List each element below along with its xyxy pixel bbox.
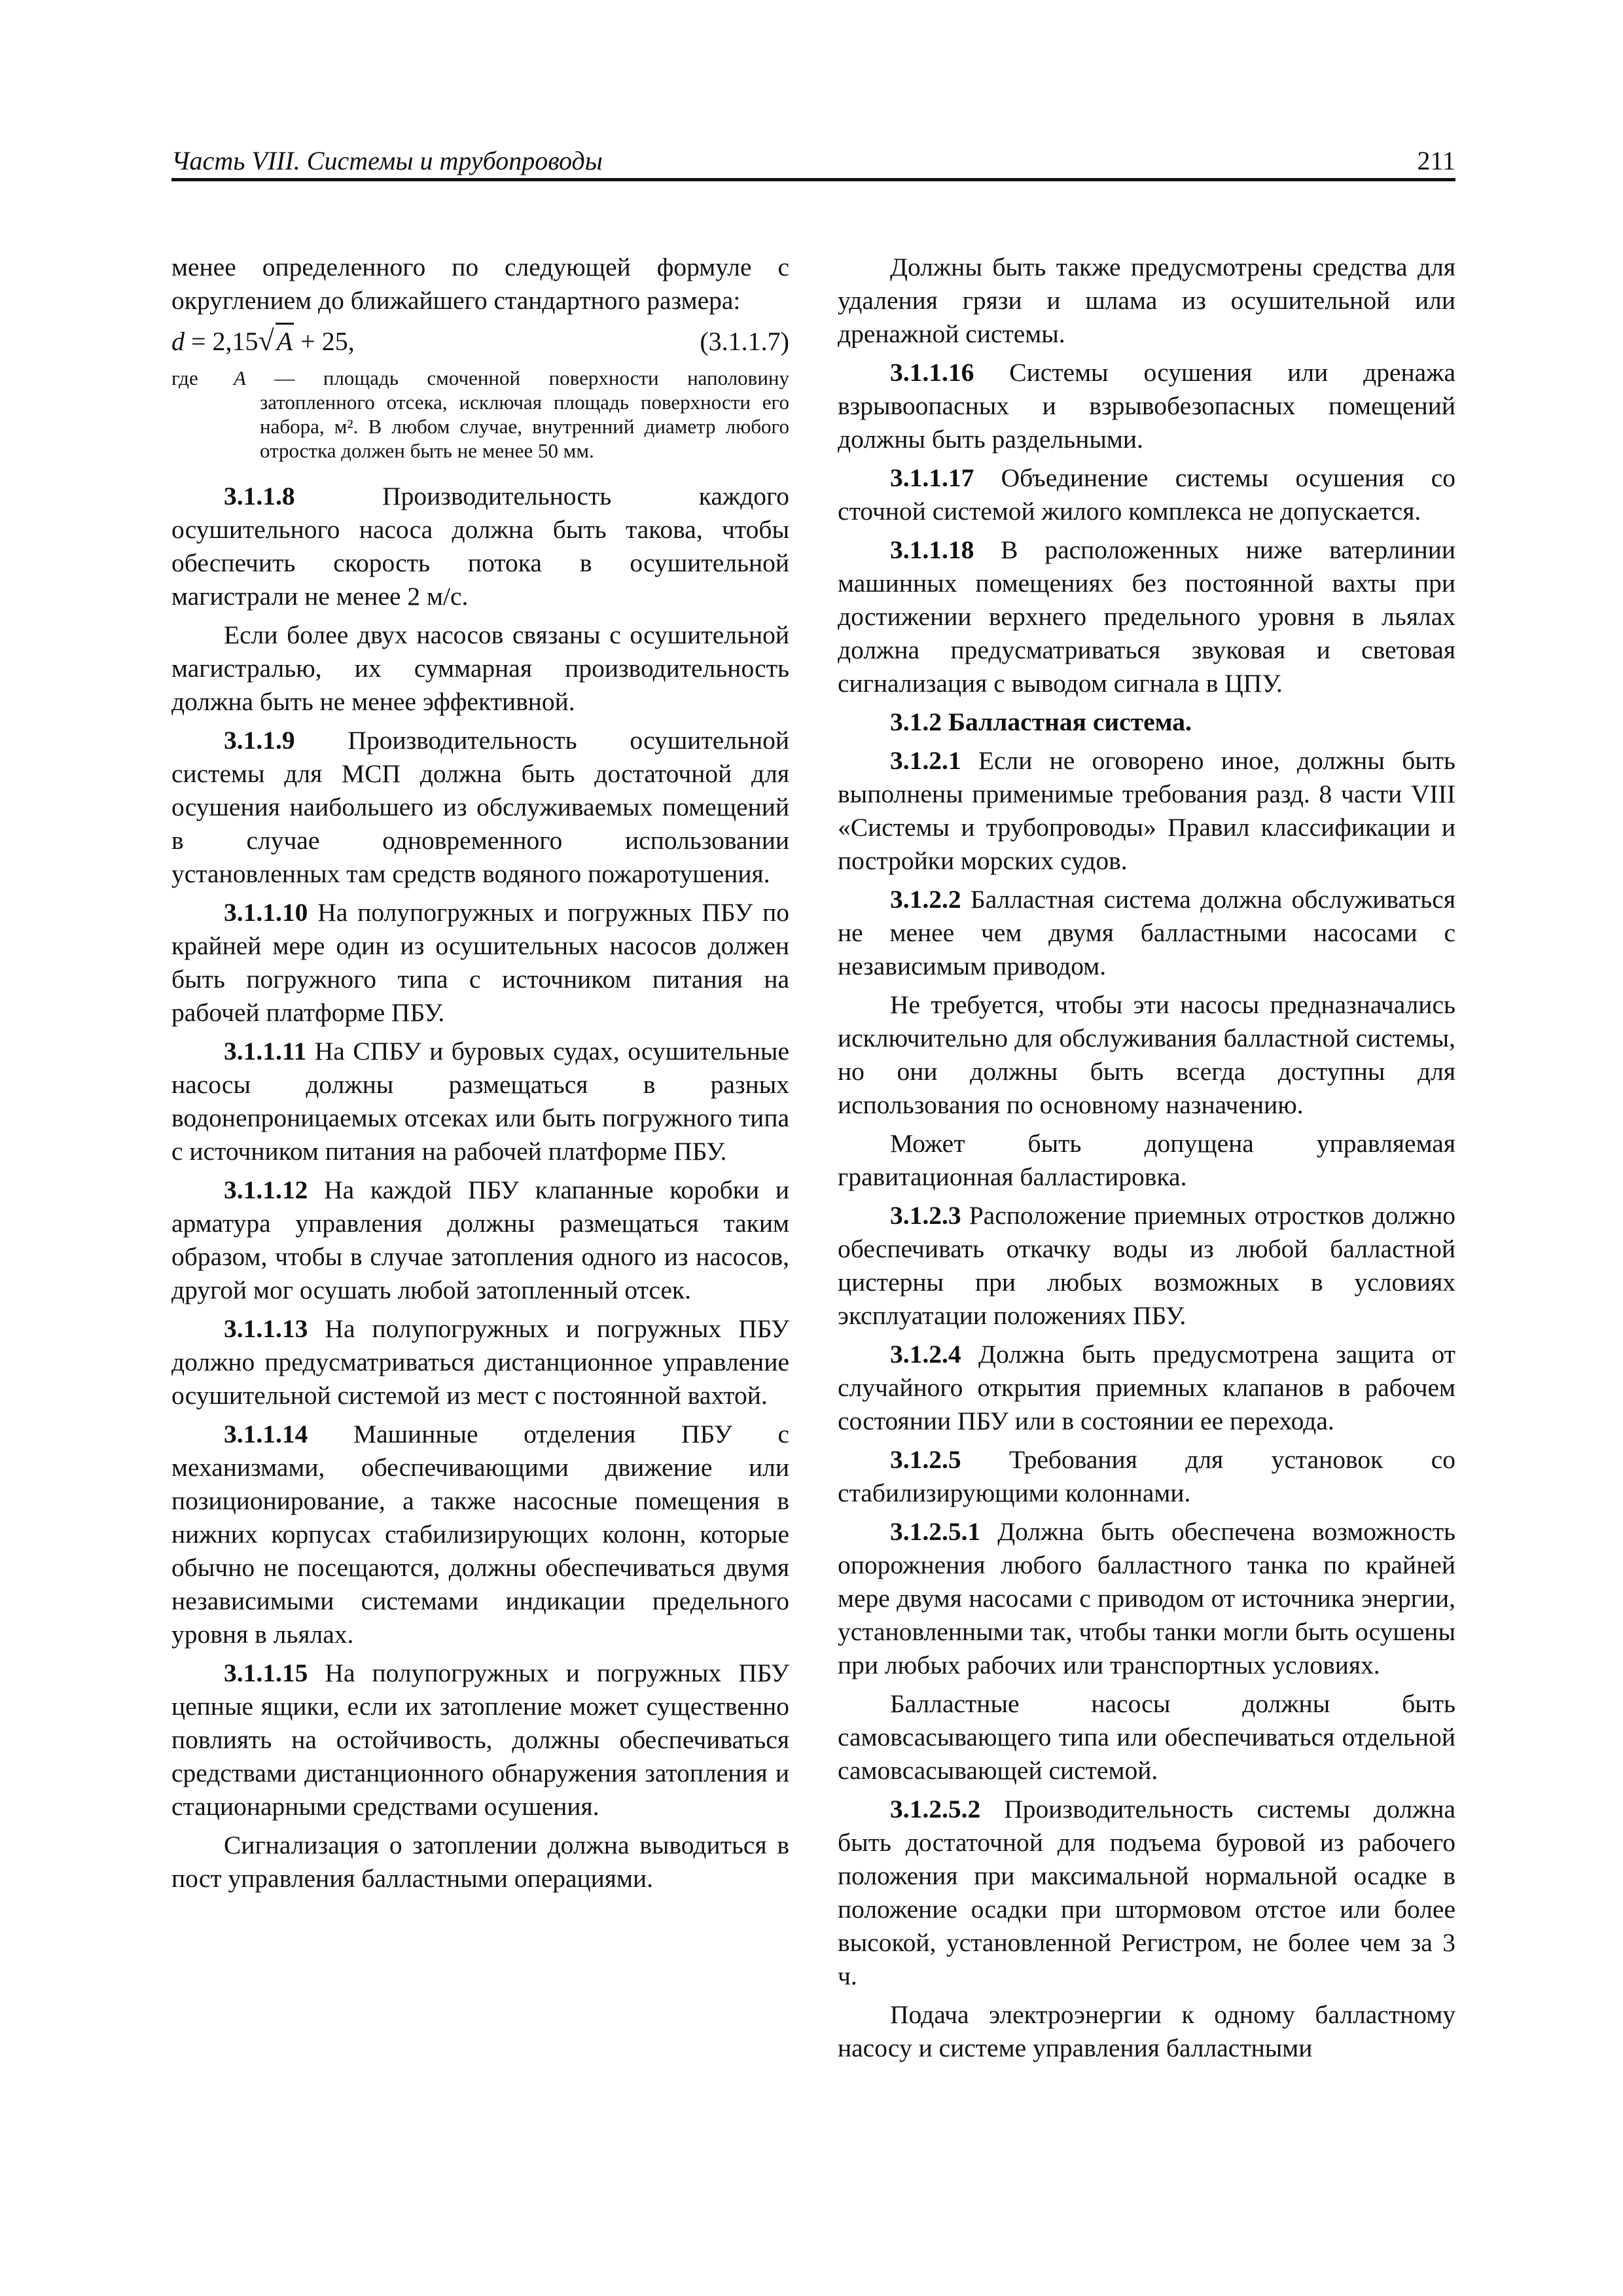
clause-3-1-1-17: 3.1.1.17 Объединение системы осушения со сточной системой жилого комплекса не допускается.: [838, 463, 1455, 526]
clause-3-1-1-16: 3.1.1.16 Системы осушения или дренажа взрывоопасных и взрывобезопасных помещений должны быть раздельными.: [838, 358, 1455, 454]
clause-3-1-2-5-2: 3.1.2.5.2 Производительность системы должна быть достаточной для подъема буровой из рабочего положения при максимальной нормальной осадке в положение осадки при штормовом отстое или более высокой, установленной Регистром, не более чем за 3 ч.: [838, 1795, 1455, 1990]
paragraph: Балластные насосы должны быть самовсасывающего типа или обеспечиваться отдельной самовсасывающей системой.: [838, 1689, 1455, 1785]
clause-3-1-1-12: 3.1.1.12 На каждой ПБУ клапанные коробки и арматура управления должны размещаться таким образом, чтобы в случае затопления одного из насосов, другой мог осушать любой затопленный отсек.: [171, 1175, 789, 1304]
paragraph: Подача электроэнергии к одному балластному насосу и системе управления балластными: [838, 2000, 1455, 2062]
clause-3-1-1-10: 3.1.1.10 На полупогружных и погружных ПБУ по крайней мере один из осушительных насосов должен быть погружного типа с источником питания на рабочей платформе ПБУ.: [171, 898, 789, 1027]
clause-3-1-1-15: 3.1.1.15 На полупогружных и погружных ПБУ цепные ящики, если их затопление может существенно повлиять на остойчивость, должны обеспечиваться средствами дистанционного обнаружения затопления и стационарными средствами осушения.: [171, 1659, 789, 1821]
section-heading-3-1-2: 3.1.2 Балластная система.: [890, 708, 1192, 736]
paragraph: Если более двух насосов связаны с осушительной магистралью, их суммарная производительность должна быть не менее эффективной.: [171, 620, 789, 716]
clause-3-1-2-5: 3.1.2.5 Требования для установок со стабилизирующими колоннами.: [838, 1445, 1455, 1507]
paragraph: Сигнализация о затоплении должна выводиться в пост управления балластными операциями.: [171, 1831, 789, 1893]
note-dash: —: [245, 367, 323, 389]
paragraph: Не требуется, чтобы эти насосы предназначались исключительно для обслуживания балластной системы, но они должны быть всегда доступны для использования по основному назначению.: [838, 990, 1455, 1119]
clause-3-1-2-1: 3.1.2.1 Если не оговорено иное, должны быть выполнены применимые требования разд. 8 части VIII «Системы и трубопроводы» Правил классификации и постройки морских судов.: [838, 746, 1455, 875]
paragraph: Должны быть также предусмотрены средства для удаления грязи и шлама из осушительной или дренажной системы.: [838, 253, 1455, 348]
clause-3-1-1-8: 3.1.1.8 Производительность каждого осушительного насоса должна быть такова, чтобы обеспечить скорость потока в осушительной магистрали не менее 2 м/с.: [171, 482, 789, 611]
formula-tail: + 25,: [294, 327, 355, 356]
clause-3-1-2-4: 3.1.2.4 Должна быть предусмотрена защита от случайного открытия приемных клапанов в рабочем состоянии ПБУ или в состоянии ее перехода.: [838, 1340, 1455, 1435]
right-column: [838, 251, 1455, 2070]
clause-3-1-1-9: 3.1.1.9 Производительность осушительной системы для МСП должна быть достаточной для осушения наибольшего из обслуживаемых помещений в случае одновременного использовании установленных там средств водяного пожаротушения.: [171, 726, 789, 888]
clause-3-1-2-5-1: 3.1.2.5.1 Должна быть обеспечена возможность опорожнения любого балластного танка по крайней мере двумя насосами с приводом от источника энергии, установленными так, чтобы танки могли быть осушены при любых рабочих или транспортных условиях.: [838, 1517, 1455, 1679]
formula-coefficient: = 2,15: [185, 327, 259, 356]
formula-note: [171, 366, 789, 463]
page-number: 211: [1417, 146, 1455, 175]
note-symbol: A: [234, 367, 246, 389]
header-title: Часть VIII. Системы и трубопроводы: [171, 146, 603, 175]
formula-variable-d: d: [171, 327, 185, 356]
clause-3-1-2-2: 3.1.2.2 Балластная система должна обслуживаться не менее чем двумя балластными насосами с независимым приводом.: [838, 885, 1455, 980]
sqrt-radicand: A: [276, 323, 294, 358]
paragraph: Может быть допущена управляемая гравитационная балластировка.: [838, 1129, 1455, 1191]
clause-3-1-1-18: 3.1.1.18 В расположенных ниже ватерлинии машинных помещениях без постоянной вахты при достижении верхнего предельного уровня в льялах должна предусматриваться звуковая и световая сигнализация с выводом сигнала в ЦПУ.: [838, 535, 1455, 698]
formula: [171, 323, 789, 358]
formula-number: (3.1.1.7): [700, 327, 789, 356]
clause-3-1-1-14: 3.1.1.14 Машинные отделения ПБУ с механизмами, обеспечивающими движение или позиционирование, а также насосные помещения в нижних корпусах стабилизирующих колонн, которые обычно не посещаются, должны обеспечиваться двумя независимыми системами индикации предельного уровня в льялах.: [171, 1420, 789, 1649]
clause-3-1-1-13: 3.1.1.13 На полупогружных и погружных ПБУ должно предусматриваться дистанционное управление осушительной системой из мест с постоянной вахтой.: [171, 1314, 789, 1410]
formula-expression: [171, 323, 355, 358]
header-rule: [171, 178, 1455, 181]
running-header: [171, 139, 1455, 179]
paragraph: менее определенного по следующей формуле с округлением до ближайшего стандартного размера:: [171, 253, 789, 315]
sqrt-sign: √: [258, 325, 274, 357]
clause-3-1-2-3: 3.1.2.3 Расположение приемных отростков должно обеспечивать откачку воды из любой балластной цистерны при любых возможных в условиях эксплуатации положениях ПБУ.: [838, 1201, 1455, 1330]
clause-3-1-1-11: 3.1.1.11 На СПБУ и буровых судах, осушительные насосы должны размещаться в разных водонепроницаемых отсеках или быть погружного типа с источником питания на рабочей платформе ПБУ.: [171, 1037, 789, 1166]
left-column: [171, 251, 789, 1901]
note-text: площадь смоченной поверхности наполовину затопленного отсека, исключая площадь поверхности его набора, м². В любом случае, внутренний диаметр любого отростка должен быть не менее 50 мм.: [260, 367, 790, 462]
note-where: где: [171, 367, 198, 389]
note-body: [234, 366, 789, 463]
